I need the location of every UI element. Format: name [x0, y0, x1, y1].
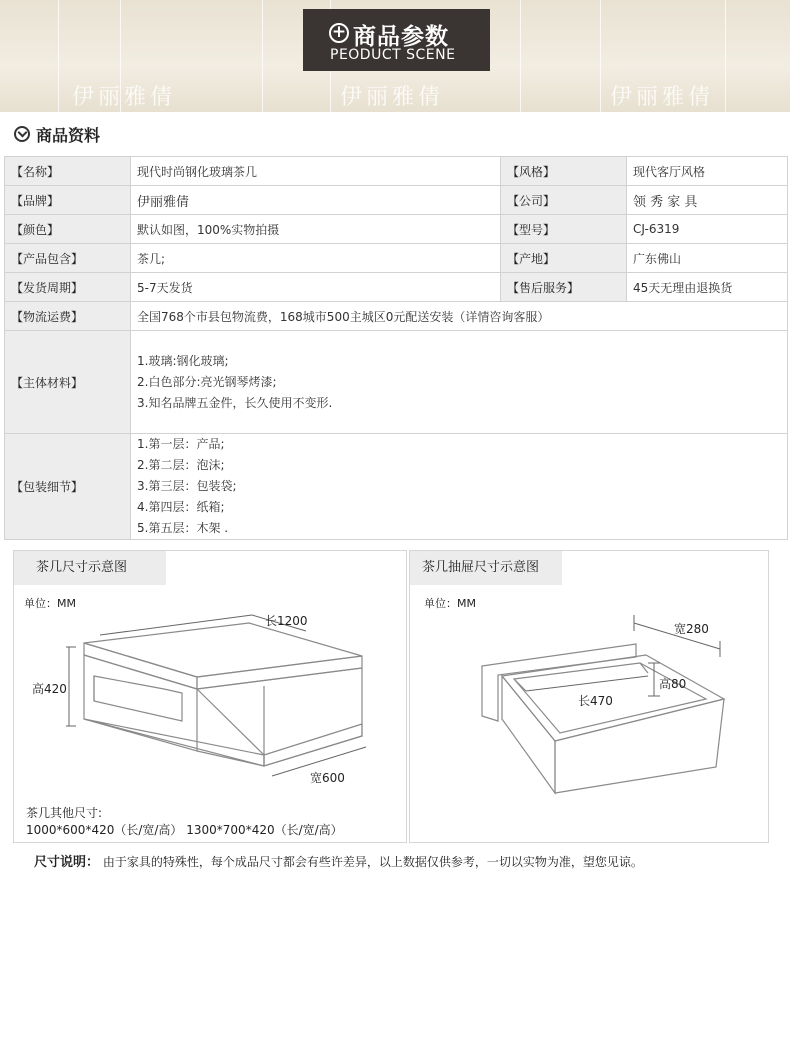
- size-note-label: 尺寸说明：: [34, 855, 100, 870]
- size-note-text: 由于家具的特殊性，每个成品尺寸都会有些许差异，以上数据仅供参考，一切以实物为准，望您见谅。: [102, 855, 643, 869]
- spec-key: 【品牌】: [5, 186, 131, 215]
- spec-value: 45天无理由退换货: [627, 273, 788, 302]
- table-row: [5, 434, 788, 540]
- table-row: [5, 331, 788, 434]
- banner-stripe: [600, 0, 601, 112]
- spec-key: 【产地】: [501, 244, 627, 273]
- drawer-unit-label: 单位：MM: [424, 597, 476, 610]
- banner: [0, 0, 790, 112]
- spec-key: 【售后服务】: [501, 273, 627, 302]
- drawer-width-label: 宽280: [674, 622, 709, 636]
- spec-value: 5-7天发货: [131, 273, 501, 302]
- spec-value: [131, 434, 788, 540]
- packing-line: 5.第五层：木架 .: [137, 521, 229, 535]
- drawer-dimension-panel: [409, 550, 769, 843]
- packing-line: 2.第二层：泡沫;: [137, 458, 225, 472]
- table-row: [5, 157, 788, 186]
- other-sizes-values: 1000*600*420（长/宽/高） 1300*700*420（长/宽/高）: [26, 823, 343, 837]
- packing-line: 4.第四层：纸箱;: [137, 500, 225, 514]
- table-row: [5, 215, 788, 244]
- packing-line: 3.第三层：包装袋;: [137, 479, 237, 493]
- table-row: [5, 302, 788, 331]
- chevron-down-icon: [14, 126, 30, 142]
- table-dimension-tab: 茶几尺寸示意图: [14, 551, 166, 585]
- drawer-height-label: 高80: [659, 677, 687, 691]
- table-width-label: 宽600: [310, 771, 345, 785]
- spec-key: 【发货周期】: [5, 273, 131, 302]
- spec-value: 伊丽雅倩: [131, 186, 501, 215]
- drawer-dimension-tab: 茶几抽屉尺寸示意图: [410, 551, 562, 585]
- size-note: [34, 851, 643, 870]
- plus-circle-icon: +: [329, 23, 349, 43]
- other-sizes: [26, 805, 343, 839]
- table-row: [5, 244, 788, 273]
- spec-value: 领 秀 家 具: [627, 186, 788, 215]
- spec-value: 茶几;: [131, 244, 501, 273]
- spec-value: 现代时尚钢化玻璃茶几: [131, 157, 501, 186]
- banner-watermark: 伊丽雅倩: [72, 85, 177, 110]
- section-title: 商品资料: [36, 125, 101, 145]
- banner-watermark: 伊丽雅倩: [340, 85, 445, 110]
- material-line: 3.知名品牌五金件，长久使用不变形.: [137, 395, 333, 410]
- spec-key: 【物流运费】: [5, 302, 131, 331]
- banner-title-en: PEODUCT SCENE: [330, 47, 456, 63]
- table-height-label: 高420: [32, 682, 67, 696]
- spec-value: CJ-6319: [627, 215, 788, 244]
- table-length-label: 长1200: [265, 614, 308, 628]
- spec-key: 【型号】: [501, 215, 627, 244]
- material-line: 1.玻璃:钢化玻璃;: [137, 353, 229, 368]
- banner-stripe: [725, 0, 726, 112]
- spec-value: [131, 331, 788, 434]
- spec-table: [4, 156, 788, 540]
- table-unit-label: 单位：MM: [24, 597, 76, 610]
- material-line: 2.白色部分:亮光钢琴烤漆;: [137, 374, 277, 389]
- other-sizes-label: 茶几其他尺寸:: [26, 806, 103, 820]
- spec-key: 【主体材料】: [5, 331, 131, 434]
- spec-value: 默认如图，100%实物拍摄: [131, 215, 501, 244]
- spec-key: 【公司】: [501, 186, 627, 215]
- banner-stripe: [262, 0, 263, 112]
- table-row: [5, 186, 788, 215]
- packing-line: 1.第一层：产品;: [137, 437, 225, 451]
- banner-stripe: [520, 0, 521, 112]
- spec-key: 【名称】: [5, 157, 131, 186]
- drawer-length-label: 长470: [578, 694, 613, 708]
- spec-key: 【风格】: [501, 157, 627, 186]
- spec-value: 广东佛山: [627, 244, 788, 273]
- table-row: [5, 273, 788, 302]
- spec-key: 【产品包含】: [5, 244, 131, 273]
- spec-value: 全国768个市县包物流费，168城市500主城区0元配送安装（详情咨询客服）: [131, 302, 788, 331]
- table-dimension-panel: [13, 550, 407, 843]
- banner-title-box: [303, 9, 490, 71]
- banner-title-cn: 商品参数: [353, 24, 449, 50]
- spec-value: 现代客厅风格: [627, 157, 788, 186]
- spec-key: 【颜色】: [5, 215, 131, 244]
- banner-stripe: [58, 0, 59, 112]
- section-header: [14, 122, 100, 146]
- spec-key: 【包装细节】: [5, 434, 131, 540]
- banner-watermark: 伊丽雅倩: [610, 85, 715, 110]
